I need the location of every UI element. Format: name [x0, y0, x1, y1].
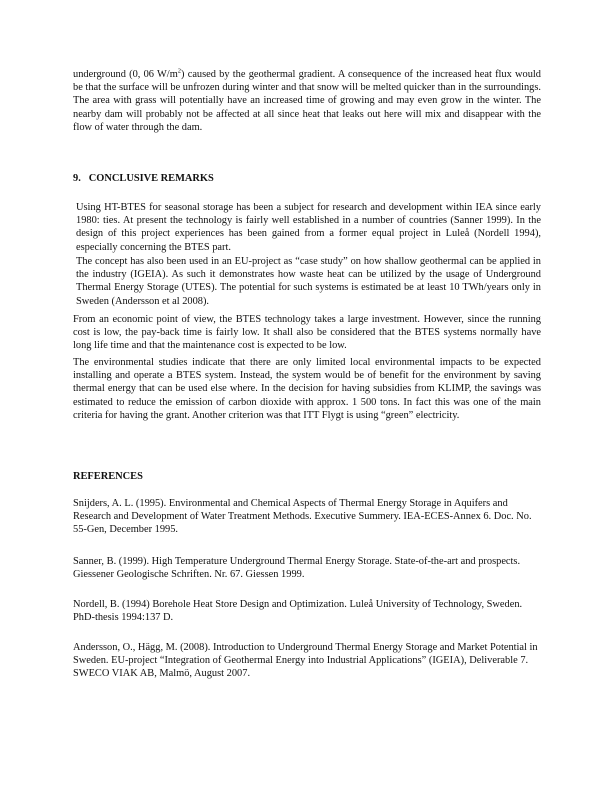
section-paragraph-1: Using HT-BTES for seasonal storage has been a subject for research and development within IEA since early 1980: ties. At present the technology is fairly well established in a number of countries (Sanner 1999). In the design of this project experiences has been gained from a former equal project in Luleå (Nordell 1994), especially concerning the BTES part. — [76, 202, 541, 253]
section-paragraph-2: The concept has also been used in an EU-project as “case study” on how shallow geothermal can be applied in the industry (IGEIA). As such it demonstrates how waste heat can be utilized by the usage of Underground Thermal Energy Storage (UTES). The potential for such systems is estimated be at least 10 TWh/years only in Sweden (Andersson et al 2008). — [76, 256, 541, 307]
references-heading: REFERENCES — [73, 471, 143, 482]
reference-item: Snijders, A. L. (1995). Environmental and Chemical Aspects of Thermal Energy Storage in Aquifers and Research and Development of Water Treatment Methods. Executive Summery. IEA-ECES-Annex 6. Doc. No. 55-Gen, December 1995. — [73, 498, 532, 536]
section-title: CONCLUSIVE REMARKS — [88, 173, 214, 184]
reference-item: Nordell, B. (1994) Borehole Heat Store Design and Optimization. Luleå University of Technology, Sweden. PhD-thesis 1994:137 D. — [73, 599, 523, 624]
section-paragraph-3: From an economic point of view, the BTES technology takes a large investment. However, since the running cost is low, the pay-back time is fairly low. It shall also be considered that the BTES systems normally have long life time and that the maintenance cost is expected to be low. — [73, 314, 541, 352]
section-paragraph-4: The environmental studies indicate that there are only limited local environmental impacts to be expected installing and operate a BTES system. Instead, the system would be of benefit for the environment by saving thermal energy that can be used else where. In the decision for having subsidies from KLIMP, the savings was estimated to reduce the emission of carbon dioxide with approx. 1 500 tons. In fact this was one of the main criteria for having the grant. Another criterion was that ITT Flygt is using “green” electricity. — [73, 357, 541, 421]
section-heading — [73, 172, 541, 185]
intro-text-start: underground (0, 06 W/m — [73, 69, 178, 80]
reference-item: Andersson, O., Hägg, M. (2008). Introduction to Underground Thermal Energy Storage and Market Potential in Sweden. EU-project “Integration of Geothermal Energy into Industrial Applications” (IGEIA), Deliverable 7. SWECO VIAK AB, Malmö, August 2007. — [73, 642, 538, 680]
reference-item: Sanner, B. (1999). High Temperature Underground Thermal Energy Storage. State-of-the-art and prospects. Giessener Geologische Schriften. Nr. 67. Giessen 1999. — [73, 556, 521, 581]
intro-paragraph — [73, 68, 541, 134]
intro-superscript: 2 — [177, 67, 182, 75]
section-number: 9. — [73, 173, 81, 184]
intro-text-rest: ) caused by the geothermal gradient. A consequence of the increased heat flux would be that the surface will be unfrozen during winter and that snow will be melted quicker than in the surroundings. The area with grass will potentially have an increased time of growing and may even grow in the winter. The nearby dam will probably not be affected at all since heat that leaks out here will mix and disappear with the flow of water through the dam. — [73, 69, 542, 133]
